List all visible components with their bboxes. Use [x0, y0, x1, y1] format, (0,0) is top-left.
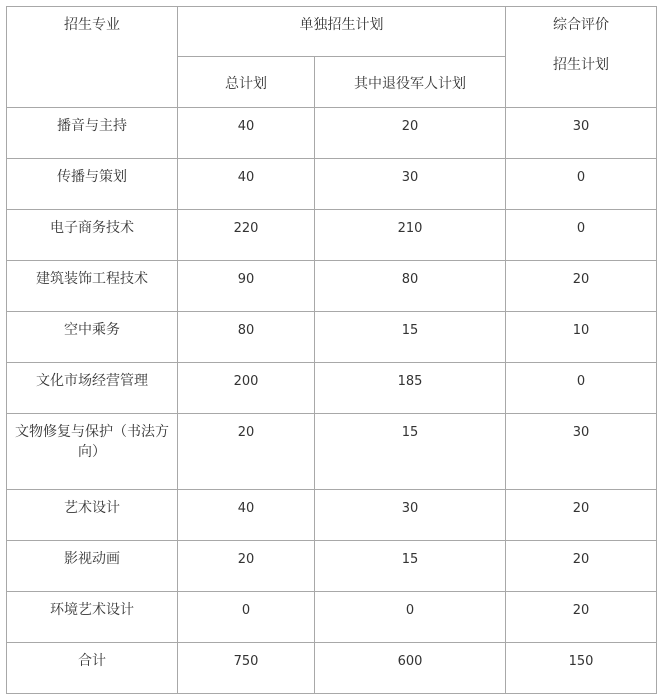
total-cell: 220 — [178, 210, 315, 261]
totals-label-cell: 合计 — [7, 643, 178, 694]
comprehensive-cell: 30 — [506, 108, 657, 159]
totals-comprehensive-cell: 150 — [506, 643, 657, 694]
comprehensive-cell: 20 — [506, 261, 657, 312]
comprehensive-cell: 0 — [506, 159, 657, 210]
header-comprehensive-line1: 综合评价 — [553, 17, 609, 33]
header-comprehensive-line2: 招生计划 — [553, 57, 609, 73]
table-row — [7, 210, 657, 261]
header-major: 招生专业 — [7, 7, 178, 108]
comprehensive-cell: 0 — [506, 363, 657, 414]
total-cell: 90 — [178, 261, 315, 312]
major-cell: 文物修复与保护（书法方向） — [7, 414, 178, 490]
total-cell: 80 — [178, 312, 315, 363]
enrollment-plan-table — [6, 6, 657, 694]
veteran-cell: 15 — [315, 541, 506, 592]
veteran-cell: 30 — [315, 159, 506, 210]
comprehensive-cell: 20 — [506, 541, 657, 592]
table-row — [7, 592, 657, 643]
table-row — [7, 490, 657, 541]
totals-row — [7, 643, 657, 694]
table-row — [7, 312, 657, 363]
veteran-cell: 185 — [315, 363, 506, 414]
major-cell: 环境艺术设计 — [7, 592, 178, 643]
header-row-1 — [7, 7, 657, 57]
totals-total-cell: 750 — [178, 643, 315, 694]
total-cell: 40 — [178, 159, 315, 210]
major-cell: 播音与主持 — [7, 108, 178, 159]
major-cell: 文化市场经营管理 — [7, 363, 178, 414]
veteran-cell: 80 — [315, 261, 506, 312]
table-row — [7, 414, 657, 490]
veteran-cell: 30 — [315, 490, 506, 541]
major-cell: 空中乘务 — [7, 312, 178, 363]
veteran-cell: 20 — [315, 108, 506, 159]
veteran-cell: 210 — [315, 210, 506, 261]
veteran-cell: 15 — [315, 312, 506, 363]
major-cell: 建筑装饰工程技术 — [7, 261, 178, 312]
header-veteran-plan: 其中退役军人计划 — [315, 57, 506, 108]
totals-veteran-cell: 600 — [315, 643, 506, 694]
total-cell: 40 — [178, 108, 315, 159]
total-cell: 40 — [178, 490, 315, 541]
major-cell: 艺术设计 — [7, 490, 178, 541]
table-row — [7, 363, 657, 414]
major-cell: 传播与策划 — [7, 159, 178, 210]
veteran-cell: 0 — [315, 592, 506, 643]
table-row — [7, 108, 657, 159]
total-cell: 20 — [178, 414, 315, 490]
comprehensive-cell: 0 — [506, 210, 657, 261]
major-cell: 影视动画 — [7, 541, 178, 592]
total-cell: 200 — [178, 363, 315, 414]
header-comprehensive-plan — [506, 7, 657, 108]
table-row — [7, 541, 657, 592]
total-cell: 0 — [178, 592, 315, 643]
table-row — [7, 159, 657, 210]
header-separate-plan: 单独招生计划 — [178, 7, 506, 57]
major-cell: 电子商务技术 — [7, 210, 178, 261]
veteran-cell: 15 — [315, 414, 506, 490]
comprehensive-cell: 30 — [506, 414, 657, 490]
header-total-plan: 总计划 — [178, 57, 315, 108]
comprehensive-cell: 20 — [506, 490, 657, 541]
enrollment-plan-table-wrap — [6, 6, 657, 694]
total-cell: 20 — [178, 541, 315, 592]
table-row — [7, 261, 657, 312]
comprehensive-cell: 20 — [506, 592, 657, 643]
comprehensive-cell: 10 — [506, 312, 657, 363]
